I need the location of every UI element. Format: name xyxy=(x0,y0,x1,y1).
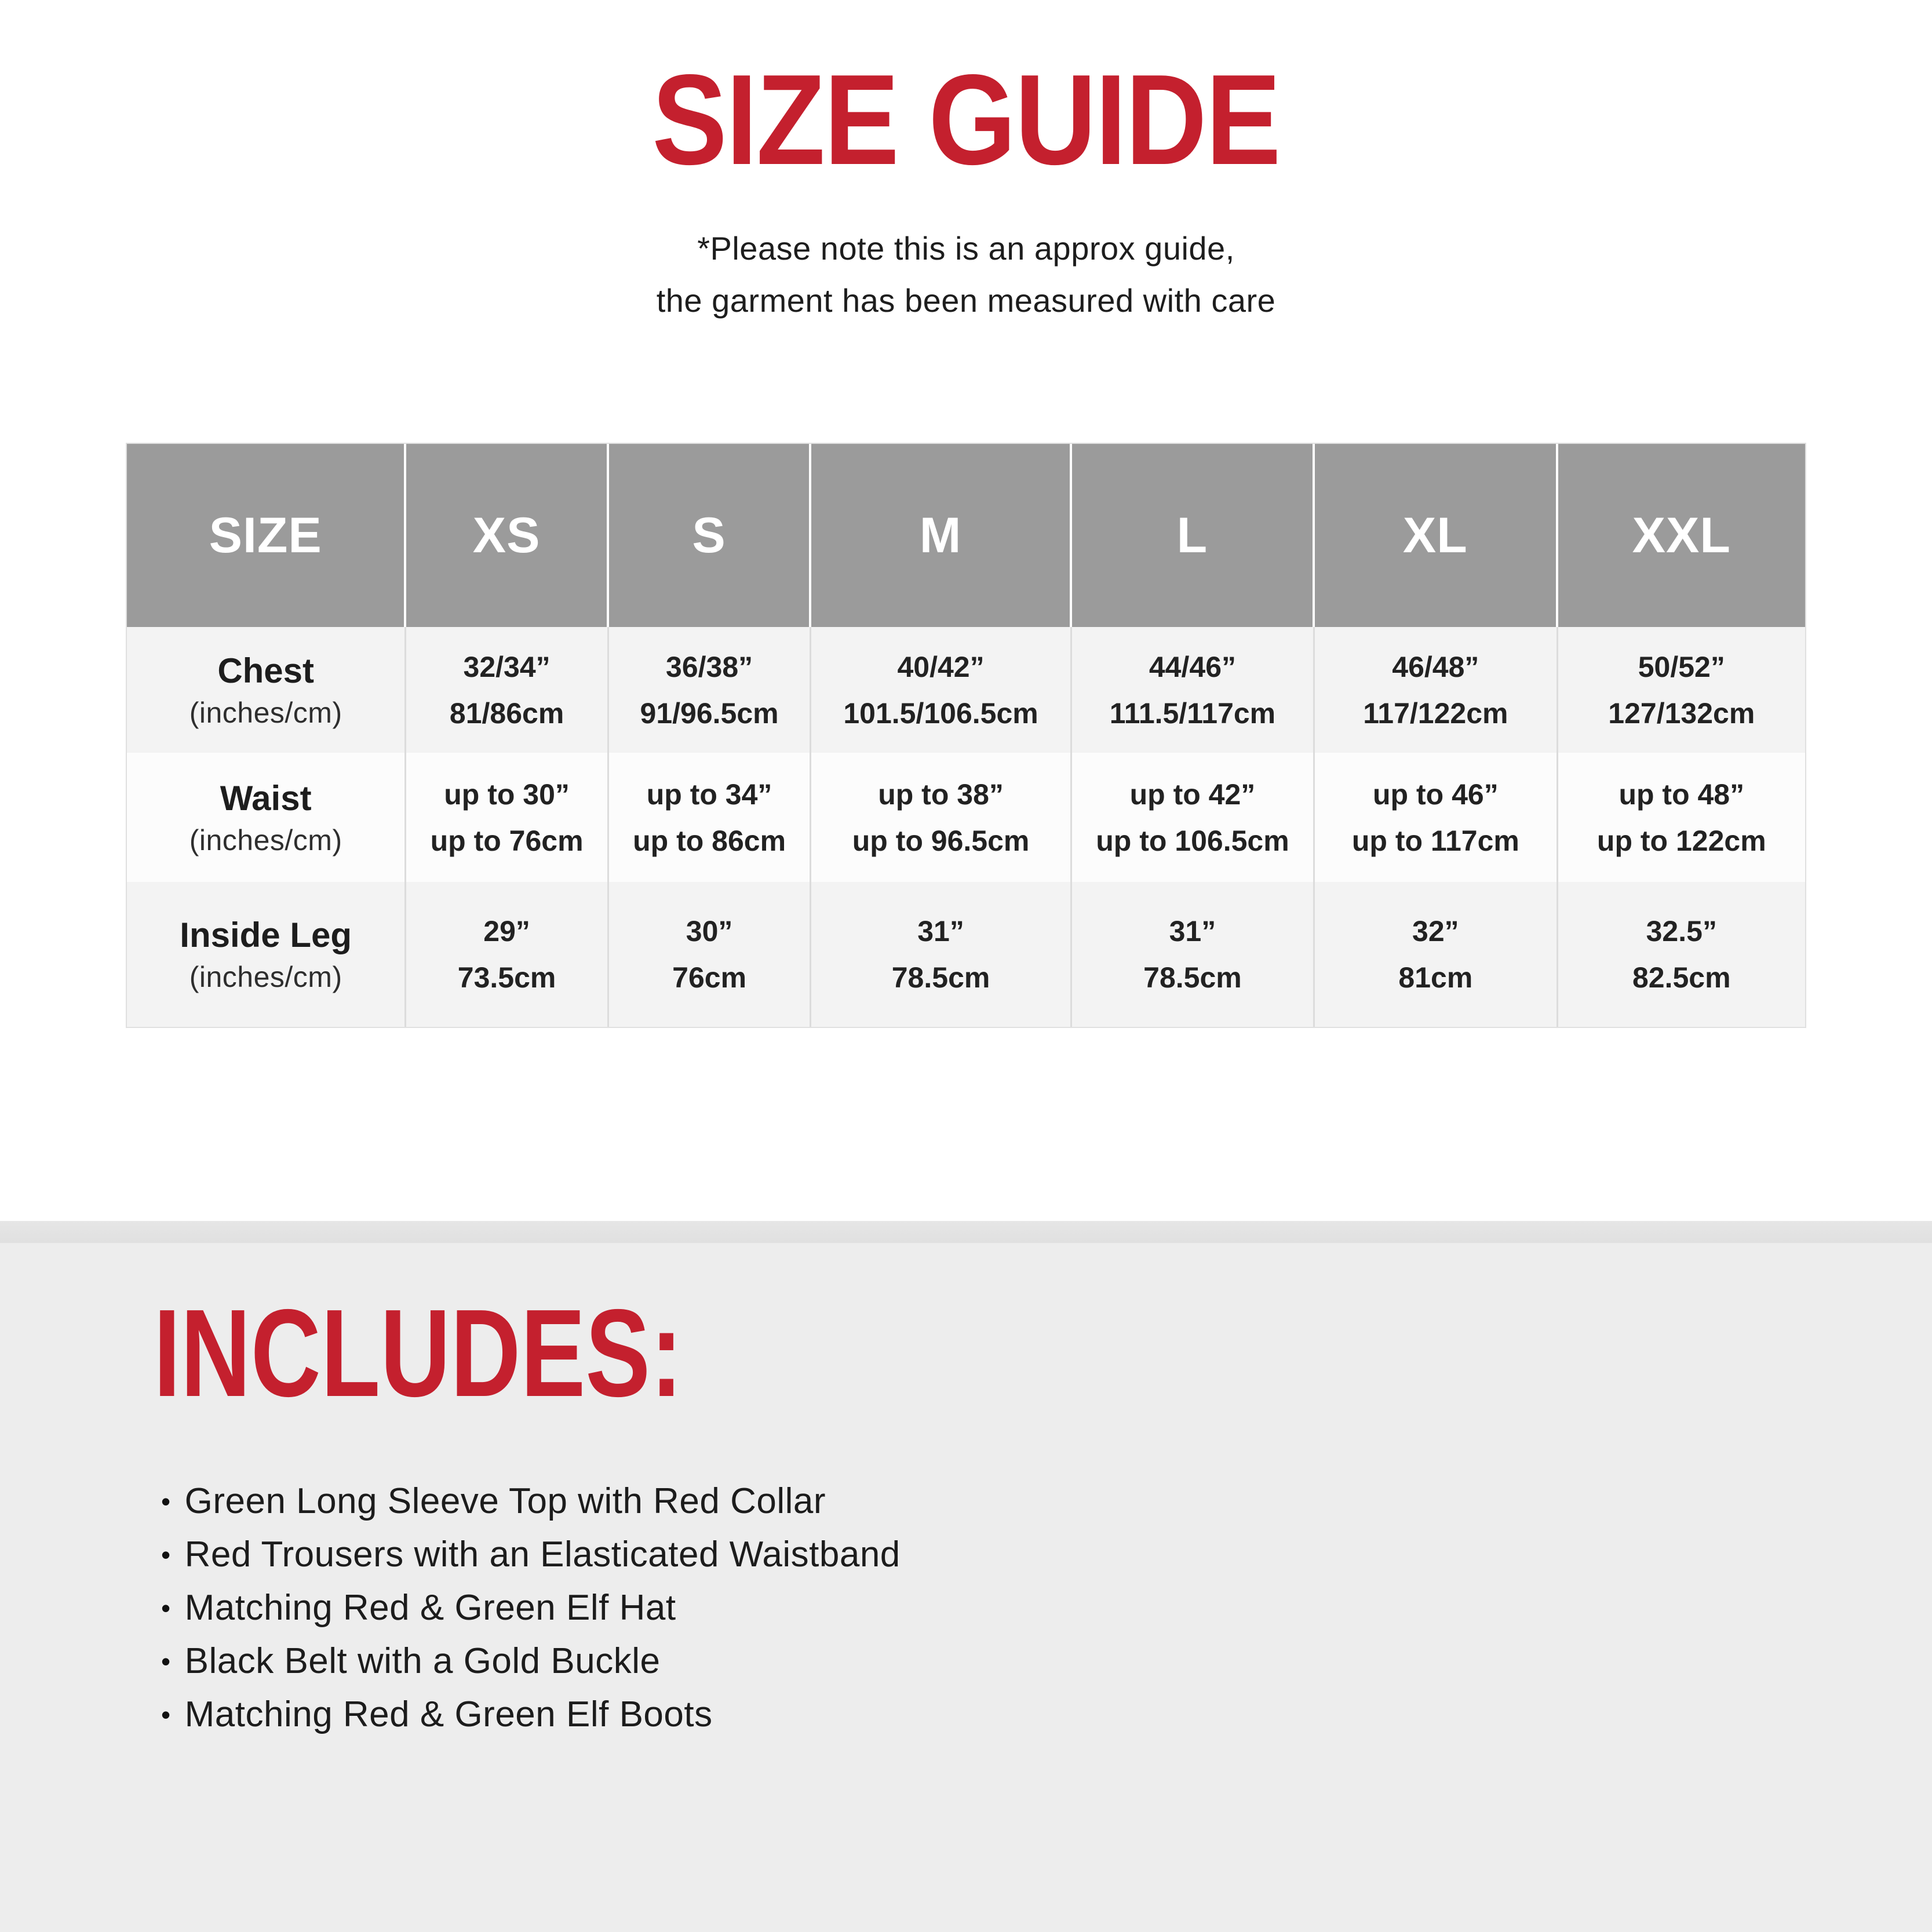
value-cm: 101.5/106.5cm xyxy=(843,697,1038,730)
cell-inside-leg-xs xyxy=(406,882,609,1027)
value-cm: 117/122cm xyxy=(1363,697,1508,730)
cell-waist-m xyxy=(811,753,1071,882)
header-cell-s: S xyxy=(609,444,812,627)
list-item xyxy=(161,1590,1932,1626)
row-label: Inside Leg xyxy=(180,916,352,954)
cell-chest-xxl xyxy=(1558,627,1805,753)
value-cm: 127/132cm xyxy=(1608,697,1755,730)
cell-waist-xl xyxy=(1315,753,1558,882)
value-cm: 73.5cm xyxy=(457,961,556,994)
bullet-icon: • xyxy=(161,1700,171,1730)
row-sublabel: (inches/cm) xyxy=(189,696,342,729)
value-inches: up to 46” xyxy=(1373,778,1499,811)
value-inches: 50/52” xyxy=(1638,650,1725,683)
value-inches: 32.5” xyxy=(1646,915,1717,947)
list-item-text: Green Long Sleeve Top with Red Collar xyxy=(184,1481,826,1521)
value-inches: up to 48” xyxy=(1618,778,1745,811)
header-cell-m: M xyxy=(811,444,1071,627)
cell-inside-leg-s xyxy=(609,882,812,1027)
includes-heading: INCLUDES: xyxy=(154,1283,683,1423)
value-inches: up to 34” xyxy=(646,778,772,811)
subtitle-line-1: *Please note this is an approx guide, xyxy=(697,230,1235,267)
list-item xyxy=(161,1534,1932,1574)
value-inches: 32” xyxy=(1412,915,1459,947)
subtitle xyxy=(0,223,1932,327)
list-item xyxy=(161,1483,1932,1519)
header-cell-size: SIZE xyxy=(127,444,406,627)
value-cm: 91/96.5cm xyxy=(640,697,779,730)
value-cm: up to 106.5cm xyxy=(1096,824,1289,857)
cell-inside-leg-xxl xyxy=(1558,882,1805,1027)
value-cm: up to 76cm xyxy=(430,824,584,857)
value-cm: up to 96.5cm xyxy=(852,824,1030,857)
cell-inside-leg-l xyxy=(1072,882,1315,1027)
page-title: SIZE GUIDE xyxy=(652,48,1280,192)
row-label: Waist xyxy=(220,778,312,818)
cell-chest-m xyxy=(811,627,1071,753)
cell-chest-xl xyxy=(1315,627,1558,753)
header-cell-xs: XS xyxy=(406,444,609,627)
cell-chest-l xyxy=(1072,627,1315,753)
value-inches: 36/38” xyxy=(666,650,753,683)
header-cell-xl: XL xyxy=(1315,444,1558,627)
value-inches: 40/42” xyxy=(897,650,985,683)
value-cm: up to 117cm xyxy=(1351,824,1519,857)
value-cm: 82.5cm xyxy=(1632,961,1731,994)
value-inches: 46/48” xyxy=(1392,650,1479,683)
row-sublabel: (inches/cm) xyxy=(189,961,342,993)
value-cm: 78.5cm xyxy=(1143,961,1242,994)
header-cell-xxl: XXL xyxy=(1632,507,1731,563)
header-cell-l: L xyxy=(1072,444,1315,627)
list-item-text: Black Belt with a Gold Buckle xyxy=(184,1641,661,1681)
table-row-chest xyxy=(127,627,1805,753)
value-inches: 32/34” xyxy=(463,650,551,683)
row-label-cell-waist xyxy=(127,753,406,882)
value-inches: up to 42” xyxy=(1129,778,1256,811)
cell-waist-xxl xyxy=(1558,753,1805,882)
row-label-cell-inside-leg xyxy=(127,882,406,1027)
list-item xyxy=(161,1694,1932,1734)
list-item-text: Matching Red & Green Elf Hat xyxy=(184,1588,676,1628)
list-item xyxy=(161,1643,1932,1679)
row-label-cell-chest xyxy=(127,627,406,753)
cell-waist-l xyxy=(1072,753,1315,882)
cell-waist-xs xyxy=(406,753,609,882)
bullet-icon: • xyxy=(161,1486,171,1517)
bullet-icon: • xyxy=(161,1646,171,1676)
cell-chest-xs xyxy=(406,627,609,753)
bullet-icon: • xyxy=(161,1540,171,1570)
includes-list xyxy=(161,1483,1932,1733)
value-inches: 29” xyxy=(483,915,530,947)
includes-section xyxy=(0,1221,1932,1932)
list-item-text: Matching Red & Green Elf Boots xyxy=(184,1694,713,1734)
value-cm: 111.5/117cm xyxy=(1109,697,1276,730)
value-inches: 30” xyxy=(686,915,733,947)
value-cm: 81/86cm xyxy=(449,697,564,730)
list-item-text: Red Trousers with an Elasticated Waistband xyxy=(184,1534,901,1574)
value-cm: 81cm xyxy=(1398,961,1473,994)
cell-inside-leg-xl xyxy=(1315,882,1558,1027)
subtitle-line-2: the garment has been measured with care xyxy=(656,282,1276,319)
value-cm: 78.5cm xyxy=(891,961,990,994)
value-cm: 76cm xyxy=(672,961,747,994)
row-sublabel: (inches/cm) xyxy=(189,823,342,856)
size-table-header-row xyxy=(127,444,1805,627)
cell-waist-s xyxy=(609,753,812,882)
value-inches: 44/46” xyxy=(1149,650,1236,683)
size-table xyxy=(126,443,1806,1028)
bullet-icon: • xyxy=(161,1593,171,1623)
value-cm: up to 122cm xyxy=(1596,824,1766,857)
row-label: Chest xyxy=(217,651,315,690)
cell-chest-s xyxy=(609,627,812,753)
value-inches: 31” xyxy=(917,915,964,947)
value-inches: 31” xyxy=(1169,915,1216,947)
value-inches: up to 30” xyxy=(444,778,570,811)
cell-inside-leg-m xyxy=(811,882,1071,1027)
value-inches: up to 38” xyxy=(878,778,1004,811)
table-row-waist xyxy=(127,753,1805,882)
value-cm: up to 86cm xyxy=(633,824,786,857)
table-row-inside-leg xyxy=(127,882,1805,1027)
